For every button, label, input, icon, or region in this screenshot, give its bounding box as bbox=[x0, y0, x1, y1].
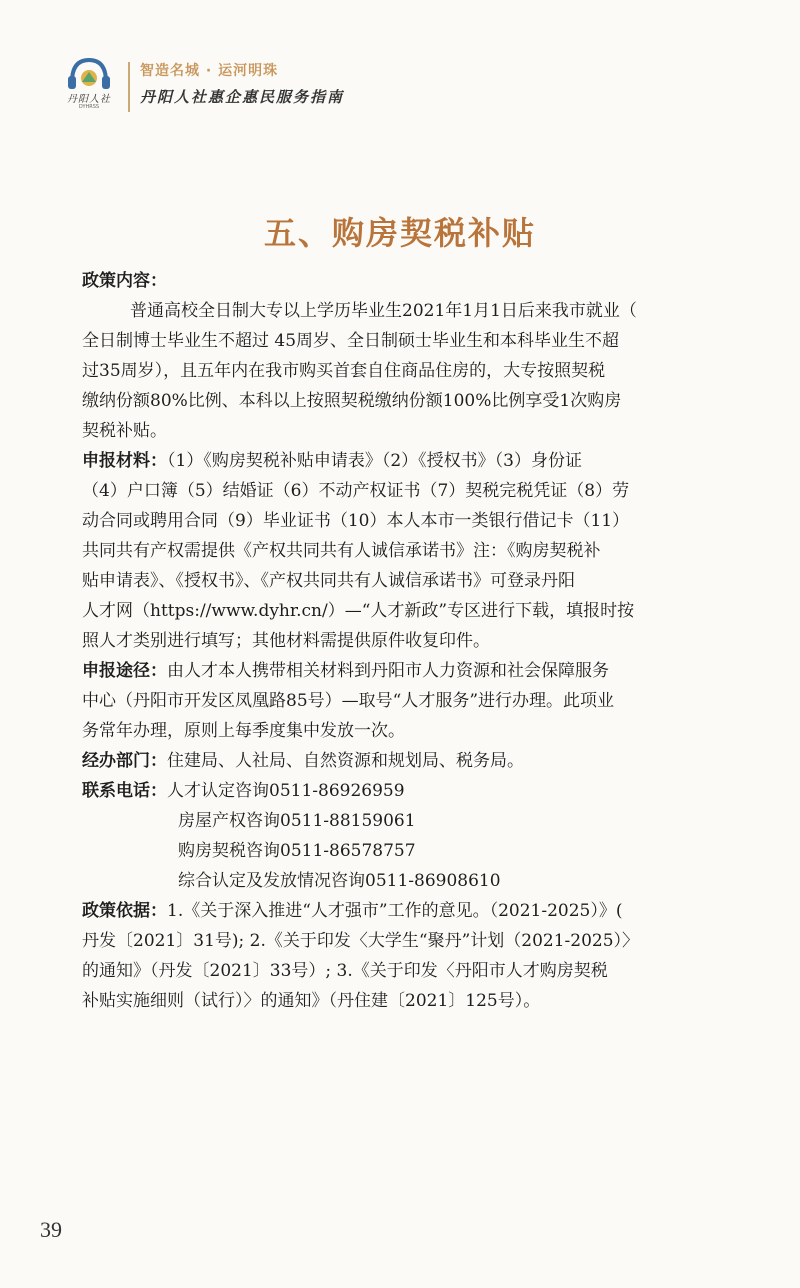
policy-line: 普通高校全日制大专以上学历毕业生2021年1月1日后来我市就业（ bbox=[130, 301, 637, 321]
page-title: 五、购房契税补贴 bbox=[263, 214, 536, 252]
policy-line: 契税补贴。 bbox=[82, 421, 167, 441]
policy-heading bbox=[82, 266, 722, 296]
document-body bbox=[82, 266, 722, 1016]
materials-line: 人才网（https://www.dyhr.cn/）—“人才新政”专区进行下载，填报时按 bbox=[82, 601, 635, 621]
materials-line: 动合同或聘用合同（9）毕业证书（10）本人本市一类银行借记卡（11） bbox=[82, 511, 630, 531]
logo-subtext: DYHRSS bbox=[78, 104, 100, 110]
channel-text: 由人才本人携带相关材料到丹阳市人力资源和社会保障服务 bbox=[167, 661, 609, 681]
departments-line bbox=[82, 746, 722, 776]
policy-line: 全日制博士毕业生不超过 45周岁、全日制硕士毕业生和本科毕业生不超 bbox=[82, 331, 620, 351]
contacts-label: 联系电话： bbox=[82, 781, 167, 801]
basis-first-line bbox=[82, 896, 722, 926]
departments-text: 住建局、人社局、自然资源和规划局、税务局。 bbox=[167, 751, 524, 771]
basis-text: 1.《关于深入推进“人才强市”工作的意见。（2021-2025）》( bbox=[167, 901, 623, 921]
materials-first-line bbox=[82, 446, 722, 476]
channel-label: 申报途径： bbox=[82, 661, 167, 681]
header-guide-title: 丹阳人社惠企惠民服务指南 bbox=[140, 88, 345, 106]
basis-label: 政策依据： bbox=[82, 901, 167, 921]
basis-line: 的通知》（丹发〔2021〕33号）; 3.《关于印发〈丹阳市人才购房契税 bbox=[82, 961, 608, 981]
basis-line: 补贴实施细则（试行）〉的通知》（丹住建〔2021〕125号）。 bbox=[82, 991, 541, 1011]
basis-line: 丹发〔2021〕31号); 2.《关于印发〈大学生“聚丹”计划（2021-2025）〉 bbox=[82, 931, 640, 951]
contact-item: 房屋产权咨询0511-88159061 bbox=[178, 811, 416, 831]
page-number: 39 bbox=[40, 1217, 62, 1242]
materials-label: 申报材料： bbox=[82, 451, 167, 471]
page-header bbox=[60, 52, 460, 122]
materials-line: 贴申请表》、《授权书》、《产权共同共有人诚信承诺书》可登录丹阳 bbox=[82, 571, 575, 591]
channel-first-line bbox=[82, 656, 722, 686]
header-slogan: 智造名城 · 运河明珠 bbox=[140, 63, 279, 79]
materials-line: 共同共有产权需提供《产权共同共有人诚信承诺书》注：《购房契税补 bbox=[82, 541, 601, 561]
policy-line: 过35周岁），且五年内在我市购买首套自住商品住房的，大专按照契税 bbox=[82, 361, 606, 381]
channel-line: 中心（丹阳市开发区凤凰路85号）—取号“人才服务”进行办理。此项业 bbox=[82, 691, 615, 711]
channel-line: 务常年办理，原则上每季度集中发放一次。 bbox=[82, 721, 405, 741]
materials-line: 照人才类别进行填写；其他材料需提供原件收复印件。 bbox=[82, 631, 490, 651]
logo-text: 丹阳人社 bbox=[67, 94, 111, 105]
header-divider bbox=[128, 62, 130, 112]
materials-text: （1）《购房契税补贴申请表》（2）《授权书》（3）身份证 bbox=[167, 451, 582, 471]
departments-label: 经办部门： bbox=[82, 751, 167, 771]
contact-item: 购房契税咨询0511-86578757 bbox=[178, 841, 416, 861]
policy-line: 缴纳份额80%比例、本科以上按照契税缴纳份额100%比例享受1次购房 bbox=[82, 391, 622, 411]
contact-item: 人才认定咨询0511-86926959 bbox=[167, 781, 405, 801]
contact-item: 综合认定及发放情况咨询0511-86908610 bbox=[178, 871, 501, 891]
materials-line: （4）户口簿（5）结婚证（6）不动产权证书（7）契税完税凭证（8）劳 bbox=[82, 481, 630, 501]
contacts-first-line bbox=[82, 776, 722, 806]
policy-label: 政策内容： bbox=[82, 271, 167, 291]
